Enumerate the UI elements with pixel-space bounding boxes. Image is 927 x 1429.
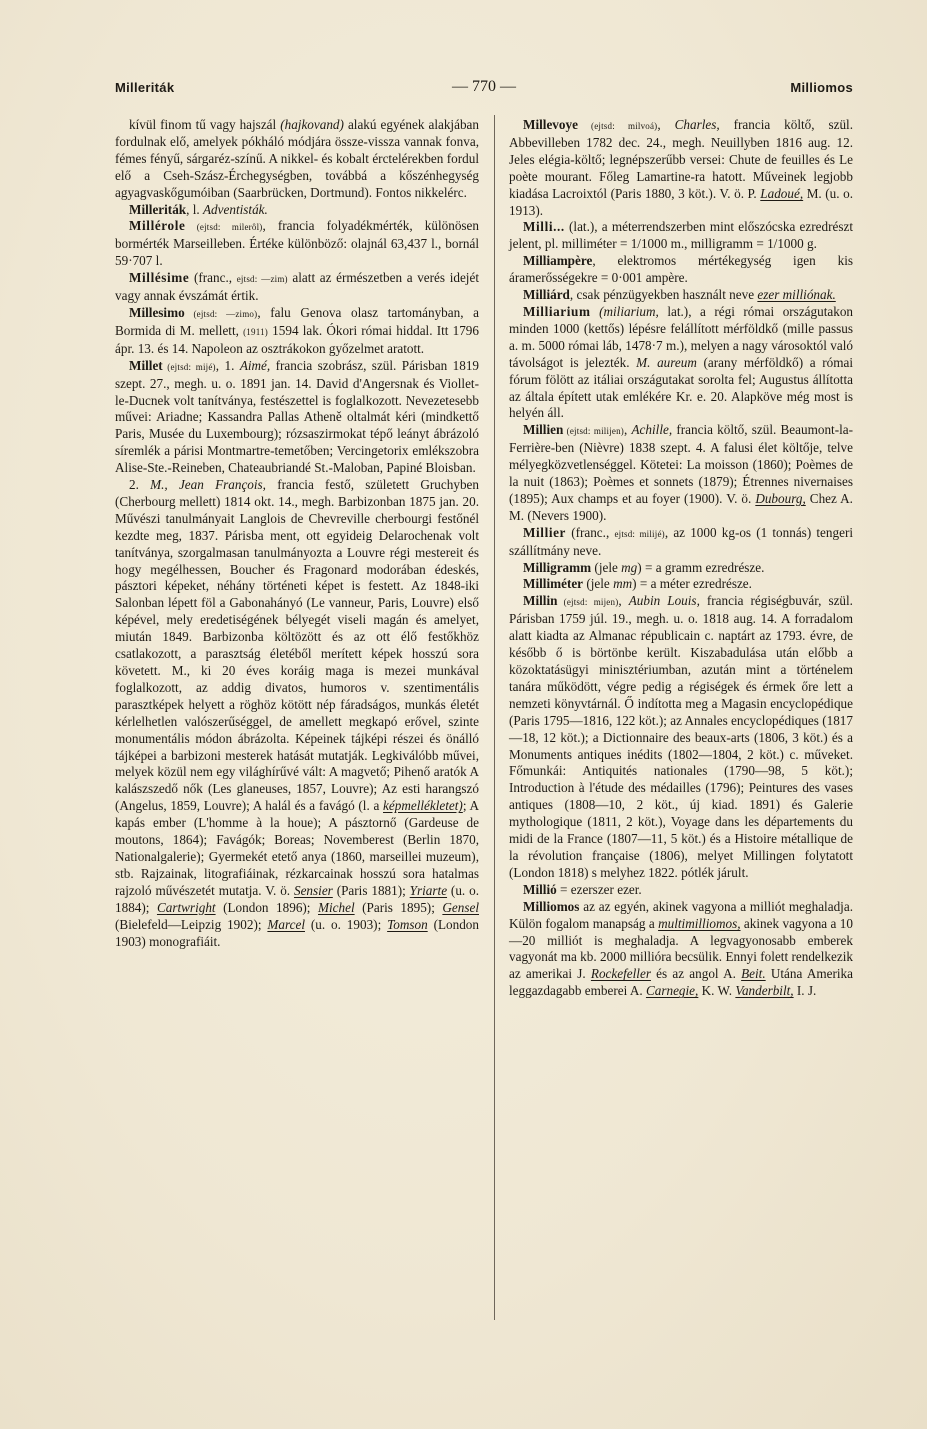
emphasized-text: Charles,: [674, 117, 720, 132]
entry-text: I. J.: [793, 983, 817, 999]
emphasized-text: Gensel: [442, 899, 479, 915]
header-left-keyword: Milleriták: [115, 80, 175, 95]
entry-text: ) = a gramm ezredrésze.: [637, 559, 765, 575]
pronunciation-note: ejtsd: milijé): [614, 528, 665, 539]
emphasized-text: Achille,: [631, 422, 673, 438]
entry-paragraph: [509, 117, 853, 219]
entry-text: ,: [618, 593, 629, 609]
emphasized-text: Aubin Louis,: [628, 593, 700, 609]
entry-text: ,: [624, 422, 632, 438]
emphasized-text: Yriarte: [409, 882, 448, 898]
entry-paragraph: [115, 218, 479, 270]
entry-text: 1594 lak. Ókori római hiddal. Itt 1796 ápr. 13. és 14. Napoleon az osztrákokon győzelmet aratott.: [115, 322, 479, 356]
entry-text: ) = a méter ezredrésze.: [632, 576, 752, 592]
entry-text: , az 1000 kg-os (1 tonnás) tengeri szállítmány neve.: [509, 524, 853, 558]
entry-paragraph: [509, 882, 853, 899]
entry-text: , elektromos mértékegység igen kis áramerősségekre = 0·001 ampère.: [509, 253, 853, 286]
emphasized-text: Ladoué,: [760, 185, 804, 201]
pronunciation-note: (ejtsd: —zimo): [184, 308, 258, 319]
entry-text: (franc.,: [566, 524, 615, 540]
entry-text: M. (u. o. 1913).: [509, 185, 854, 218]
entry-paragraph: [509, 219, 853, 253]
entry-text: az az egyén, akinek vagyona a milliót meghaladja. Külön fogalom manapság a: [509, 898, 853, 931]
entry-text: akinek vagyona a 10—20 milliót is meghaladja. A legvagyonosabb emberek vagyonát ma kb. 2000 millióra becsülik. Ennyi folett rendelkezik az amerikai J.: [509, 915, 853, 982]
entry-paragraph: [509, 422, 853, 524]
entry-text: (Bielefeld—Leipzig 1902);: [115, 916, 268, 932]
entry-headword: Milliomos: [523, 898, 580, 914]
entry-text: lat.), a régi római országutakon minden 1000 (kettős) lépésre felállított mérföldkő (mille passus a. m. 5000 római láb, 1478·7 m.), melyen a nagy városoktól való távolságot is jelezték.: [509, 303, 854, 370]
entry-text: = ezerszer ezer.: [556, 881, 642, 897]
entry-headword: Milligramm: [523, 559, 592, 575]
running-header: [115, 78, 853, 98]
emphasized-text: Dubourg,: [755, 490, 806, 506]
entry-paragraph: [509, 560, 853, 577]
entry-paragraph: [115, 477, 479, 950]
pronunciation-note: (ejtsd: mijen): [557, 597, 619, 608]
entry-text: (London 1896);: [215, 899, 318, 915]
entry-text: Chez A. M. (Nevers 1900).: [509, 490, 853, 523]
entry-headword: Milliarium: [523, 303, 591, 319]
entry-text: , csak pénzügyekben használt neve: [569, 287, 758, 303]
entry-paragraph: [115, 305, 479, 358]
entry-text: K. W.: [698, 983, 736, 999]
pronunciation-note: (ejtsd: milijen): [563, 426, 624, 437]
entry-headword: Millesimo: [129, 304, 185, 320]
entry-text: (arany mérföldkő) a római fórum fölött az itáliai országutakat sorolta fel; Augustus állította az általa épített utak emlékére Kr. e. 20. Alapköve még most is helyén áll.: [509, 354, 853, 421]
entry-text: , falu Genova olasz tartományban, a Bormida di M. mellett,: [115, 304, 479, 338]
entry-text: (franc.,: [189, 270, 237, 286]
entry-headword: Millió: [523, 881, 557, 897]
entry-paragraph: [115, 202, 479, 219]
emphasized-text: M., Jean François,: [150, 477, 266, 493]
entry-text: alakú egyének alakjában fordulnak elő, amelyek pókháló módjára össze-vissza vannak fonva, fémes fényű, sárgaréz-színű. A nikkel- és kobalt érctelérekben fordul elő a Cseh-Szász-Érchegységben, továbbá a kőszénhegység agyagvaskőgumóiban (Saarbrücken, Dortmund). Fontos nikkelérc.: [115, 117, 479, 200]
emphasized-text: (hajkovand): [280, 117, 344, 132]
entry-text: (Paris 1895);: [354, 899, 443, 915]
entry-headword: Millérole: [129, 218, 186, 234]
entry-paragraph: [509, 304, 853, 422]
entry-text: és az angol A.: [650, 966, 742, 982]
entry-paragraph: [509, 287, 853, 304]
entry-text: alatt az érmészetben a verés idejét vagy annak évszámát értik.: [115, 270, 479, 304]
entry-text: , l.: [186, 201, 203, 217]
entry-text: 2.: [129, 477, 151, 493]
pronunciation-note: (ejtsd: mijé): [162, 361, 216, 372]
emphasized-text: Marcel: [267, 916, 305, 932]
entry-paragraph: [115, 270, 479, 305]
emphasized-text: Vanderbilt,: [735, 983, 794, 999]
emphasized-text: mg: [621, 559, 638, 575]
entry-headword: Millier: [523, 524, 567, 540]
entry-headword: Milliampère: [523, 253, 593, 269]
emphasized-text: multimilliomos,: [658, 915, 741, 931]
emphasized-text: mm: [613, 576, 633, 592]
entry-headword: Millien: [523, 422, 564, 438]
entry-headword: Milleriták: [129, 201, 187, 217]
entry-text: francia költő, szül. Abbevilleben 1782 dec. 24., megh. Neuillyben 1816 aug. 12. Jeles elégia-költő; legnépszerűbb versei: Chute de feuilles és Le poète mourant. Főleg Lamartine-ra hatott. Műveinek legjobb kiadása Lacroixtól (Paris 1880, 3 köt.). V. ö. P.: [509, 117, 854, 201]
entry-paragraph: [509, 525, 853, 560]
entry-headword: Millésime: [129, 270, 190, 286]
entry-headword: Millet: [129, 357, 163, 373]
left-text-column: [115, 117, 479, 950]
pronunciation-note: ejtsd: —zim): [236, 274, 288, 285]
pronunciation-note: (ejtsd: milvoá): [577, 121, 658, 131]
entry-text: Utána Amerika leggazdagabb emberei A.: [509, 966, 853, 999]
emphasized-text: Cartwright: [156, 899, 216, 915]
entry-text: (London 1903) monografiáit.: [115, 916, 479, 949]
entry-text: (u. o. 1884);: [115, 882, 479, 915]
entry-text: ,: [657, 117, 675, 132]
entry-text: [591, 304, 600, 319]
entry-text: francia költő, szül. Beaumont-la-Ferrière-ben (Nièvre) 1838 szept. 4. A falusi élet költője, telve mélyegközvetlenséggel. Kötetei: La moisson (1860); Poèmes de la nuit (1863); Poèmes et sonnets (1879); Étrennes nivernaises (1895); Aux champs et au foyer (1900). V. ö.: [509, 422, 854, 506]
pronunciation-note: (1911): [243, 326, 268, 337]
entry-headword: Milliméter: [523, 576, 584, 592]
column-divider: [494, 115, 495, 1320]
emphasized-text: Aimé,: [239, 357, 271, 373]
entry-headword: Millin: [523, 593, 558, 609]
entry-paragraph: [509, 576, 853, 593]
emphasized-text: M. aureum: [636, 354, 697, 370]
entry-paragraph: [115, 358, 479, 477]
right-text-column: [509, 117, 853, 1000]
entry-text: (Paris 1881);: [332, 882, 410, 898]
entry-headword: Milli...: [523, 219, 565, 235]
emphasized-text: (miliarium,: [599, 303, 659, 319]
emphasized-text: Michel: [318, 899, 355, 915]
pronunciation-note: (ejtsd: milerôl): [185, 222, 263, 233]
emphasized-text: Adventisták.: [203, 201, 268, 217]
entry-text: kívül finom tű vagy hajszál: [129, 117, 281, 132]
entry-paragraph: [509, 253, 853, 287]
entry-text: (u. o. 1903);: [304, 916, 388, 932]
entry-headword: Millevoye: [523, 117, 578, 132]
entry-text: francia régiségbuvár, szül. Párisban 1759 júl. 19., megh. u. o. 1818 aug. 14. A forradalom alatt kiadta az Almanac républicain c. naptárt az 1793. évre, de később ő is börtönbe került. Kiszabadulása után előbb a közoktatásügyi minisztériumban, azután mint a történelem tanára működött, végre pedig a régiségek és érmek őre lett a nemzeti könyvtárnál. Ő indította meg a Magasin encyclopédique (Paris 1795—1816, 122 köt.); az Annales encyclopédiques (1817—18, 12 köt.); a Dictionnaire des beaux-arts (1806, 3 köt.) és a Monuments antiques inédits (1802—1804, 2 köt.) c. műveket. Főmunkái: Antiquités nationales (1790—98, 5 köt.); Introduction à l'étude des médailles (1796); Peintures des vases antiques (1808—10, 2 köt., új kiad. 1891) és Galerie mythologique (1811, 2 köt.), Voyage dans les départements du midi de la France (1807—11, 5 köt.) és a Histoire métallique de la révolution française (1806), melyet Millingen folytatott (London 1818) s melyhez 1822. pótlék járult.: [509, 593, 853, 880]
emphasized-text: Sensier: [293, 882, 333, 898]
entry-text: (jele: [583, 576, 614, 592]
entry-text: francia szobrász, szül. Párisban 1819 szept. 27., megh. u. o. 1891 jan. 14. David d'Angersnak és Viollet-le-Ducnek volt tanítványa, festészettel is foglalkozott. Nevezetesebb művei: Ariadne; Kassandra Pallas Atheně oltalmát kéri (mindkettő Paris, Musée du Luxembourg); rózsaszirmokat tépő leányt ábrázoló síremlék a párisi Montmartre-temetőben; Vercingetorix emlékszobra Alise-Ste.-Reineben, Chateaubriandé St.-Maloban, Papiné Bloisban.: [115, 357, 480, 476]
emphasized-text: képmellékletet): [383, 798, 463, 814]
entry-headword: Milliárd: [523, 287, 570, 303]
emphasized-text: ezer milliónak.: [757, 287, 836, 303]
entry-text: (jele: [591, 559, 622, 575]
emphasized-text: Beit.: [741, 966, 766, 982]
entry-text: , francia folyadékmérték, különösen bormérték Marseilleben. Értéke különböző: olajnál 63,437 l., bornál 59·707 l.: [115, 218, 479, 269]
emphasized-text: Rockefeller: [590, 966, 651, 982]
emphasized-text: Tomson: [387, 916, 428, 932]
entry-paragraph: [509, 593, 853, 881]
entry-text: (lat.), a méterrendszerben mint előszócska ezredrészt jelent, pl. milliméter = 1/1000 m., milligramm = 1/1000 g.: [509, 219, 853, 252]
entry-text: francia festő, született Gruchyben (Cherbourg mellett) 1814 okt. 14., megh. Barbizonban 1875 jan. 20. Művészi tanulmányait Langlois de Chevreville cherbourgi festőnél kezdte meg, 1837. Párisba ment, ott egyideig Delarochenak volt tanítványa, szorgalmasan tanulmányozta a Louvre régi mestereit és hogy megélhessen, Boucher és Fragonard modorában édeskés, pásztori képeket, néhány történeti képet is festett. Az 1848-iki Salonban lépett föl a Gabonahányó (Le vanneur, Paris, Louvre) első képével, mely eredetiségének bélyegét viseli magán és amelyet, miután 1849. Barbizonba költözött és az ott élő festőkhöz csatlakozott, a parasztság életéből merített képek hosszú sora követett. M., ki 20 éves koráig maga is mezei munkával foglalkozott, az addig divatos, humoros v. szentimentális parasztképek helyett a röghöz kötött nép fáradságos, munkás életét kérlelhetlen valószerűséggel, de amellett megkapó erővel, szinte monumentális módon ábrázolta. Képeinek tájképi részei és önálló tájképei a barbizoni mesterek hatását mutatják. Legkiválóbb művei, melyek közül nem egy világhírűvé vált: A magvető; Pihenő aratók A kalászszedő nők (Les glaneuses, 1857, Louvre); Az esti harangszó (Angelus, 1859, Louvre); A halál és a favágó (l. a: [115, 477, 479, 814]
entry-text: ; A kapás ember (L'homme à la houe); A pásztornő (Gardeuse de moutons, 1864); Favágók; Boreas; Novemberest (Berlin 1870, Nationalgalerie); Gyermekét etető anya (1860, marseillei muzeum), stb. Rajzainak, litografiáinak, rézkarcainak hosszú sora hatalmas rajzoló művészetét mutatja. V. ö.: [115, 798, 479, 898]
emphasized-text: Carnegie,: [645, 983, 699, 999]
header-right-keyword: Milliomos: [790, 80, 853, 95]
page-number: — 770 —: [452, 78, 516, 95]
entry-text: , 1.: [215, 357, 240, 373]
entry-paragraph: [115, 117, 479, 202]
entry-paragraph: [509, 899, 853, 1000]
